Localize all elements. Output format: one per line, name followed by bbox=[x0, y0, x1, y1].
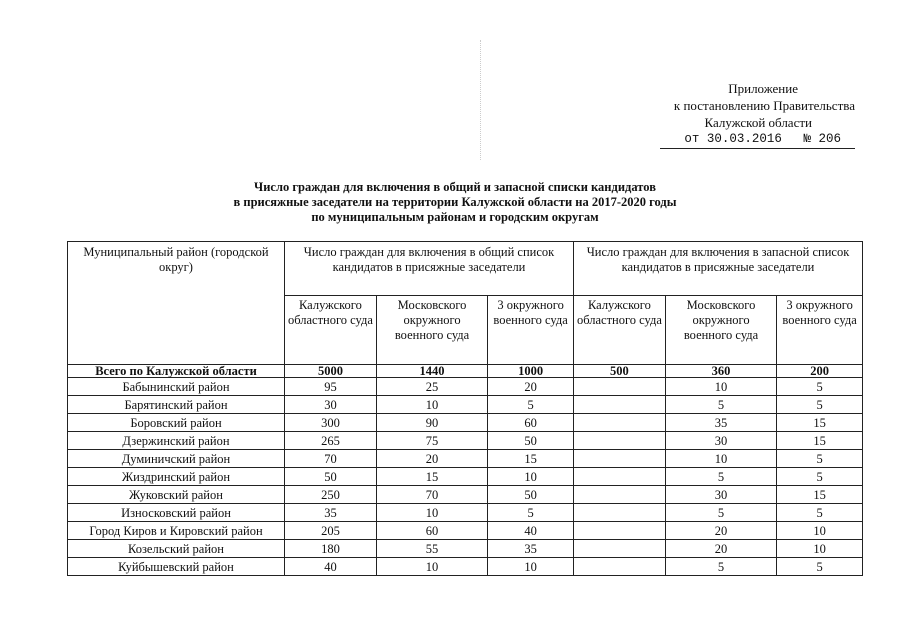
district-name: Жиздринский район bbox=[68, 468, 285, 486]
table-row bbox=[68, 396, 863, 414]
total-cell: 1440 bbox=[376, 365, 487, 378]
value-cell: 40 bbox=[488, 522, 574, 540]
district-name: Козельский район bbox=[68, 540, 285, 558]
value-cell: 300 bbox=[285, 414, 377, 432]
value-cell: 5 bbox=[488, 504, 574, 522]
value-cell: 35 bbox=[665, 414, 776, 432]
table-row bbox=[68, 378, 863, 396]
value-cell: 20 bbox=[665, 522, 776, 540]
date-prefix: от bbox=[684, 132, 700, 146]
number-prefix: № bbox=[803, 132, 811, 146]
value-cell: 205 bbox=[285, 522, 377, 540]
value-cell: 95 bbox=[285, 378, 377, 396]
value-cell bbox=[573, 378, 665, 396]
district-name: Думиничский район bbox=[68, 450, 285, 468]
district-name: Дзержинский район bbox=[68, 432, 285, 450]
resolution-date: 30.03.2016 bbox=[706, 132, 782, 146]
value-cell: 5 bbox=[665, 468, 776, 486]
value-cell: 20 bbox=[488, 378, 574, 396]
value-cell: 5 bbox=[777, 558, 863, 576]
appendix-region: Калужской области bbox=[704, 115, 812, 130]
value-cell: 5 bbox=[488, 396, 574, 414]
table-row bbox=[68, 414, 863, 432]
value-cell: 60 bbox=[488, 414, 574, 432]
table-row bbox=[68, 450, 863, 468]
total-cell: 360 bbox=[665, 365, 776, 378]
district-name: Бабынинский район bbox=[68, 378, 285, 396]
value-cell: 55 bbox=[376, 540, 487, 558]
header-general-third: 3 окружного военного суда bbox=[488, 296, 574, 365]
table-body bbox=[68, 365, 863, 576]
value-cell: 180 bbox=[285, 540, 377, 558]
value-cell bbox=[573, 522, 665, 540]
value-cell: 5 bbox=[777, 378, 863, 396]
value-cell: 265 bbox=[285, 432, 377, 450]
district-name: Город Киров и Кировский район bbox=[68, 522, 285, 540]
value-cell: 250 bbox=[285, 486, 377, 504]
value-cell: 5 bbox=[777, 450, 863, 468]
value-cell: 5 bbox=[665, 396, 776, 414]
value-cell: 10 bbox=[488, 468, 574, 486]
value-cell: 5 bbox=[777, 468, 863, 486]
table-row bbox=[68, 468, 863, 486]
value-cell: 5 bbox=[665, 504, 776, 522]
header-reserve-list: Число граждан для включения в запасной список кандидатов в присяжные заседатели bbox=[573, 242, 862, 296]
value-cell: 10 bbox=[777, 522, 863, 540]
district-name: Куйбышевский район bbox=[68, 558, 285, 576]
table-row bbox=[68, 486, 863, 504]
value-cell: 10 bbox=[488, 558, 574, 576]
value-cell bbox=[573, 558, 665, 576]
value-cell: 50 bbox=[285, 468, 377, 486]
value-cell: 60 bbox=[376, 522, 487, 540]
total-cell: 500 bbox=[573, 365, 665, 378]
value-cell bbox=[573, 504, 665, 522]
table-row bbox=[68, 522, 863, 540]
value-cell: 10 bbox=[376, 558, 487, 576]
value-cell: 10 bbox=[665, 378, 776, 396]
value-cell: 40 bbox=[285, 558, 377, 576]
value-cell: 25 bbox=[376, 378, 487, 396]
value-cell bbox=[573, 414, 665, 432]
value-cell: 10 bbox=[376, 396, 487, 414]
value-cell: 5 bbox=[777, 396, 863, 414]
appendix-dateline bbox=[660, 131, 855, 149]
value-cell: 20 bbox=[376, 450, 487, 468]
district-name: Износковский район bbox=[68, 504, 285, 522]
value-cell: 70 bbox=[285, 450, 377, 468]
value-cell: 90 bbox=[376, 414, 487, 432]
candidates-table bbox=[67, 241, 863, 576]
title-line-3: по муниципальным районам и городским округам bbox=[311, 210, 599, 224]
header-reserve-third: 3 окружного военного суда bbox=[777, 296, 863, 365]
value-cell: 10 bbox=[665, 450, 776, 468]
appendix-header bbox=[660, 80, 855, 149]
value-cell: 30 bbox=[665, 486, 776, 504]
value-cell: 50 bbox=[488, 432, 574, 450]
value-cell: 15 bbox=[777, 432, 863, 450]
value-cell: 30 bbox=[665, 432, 776, 450]
value-cell bbox=[573, 432, 665, 450]
appendix-label: Приложение bbox=[728, 81, 798, 96]
value-cell: 15 bbox=[376, 468, 487, 486]
value-cell: 5 bbox=[777, 504, 863, 522]
value-cell: 35 bbox=[488, 540, 574, 558]
resolution-number: 206 bbox=[818, 132, 841, 146]
table-row bbox=[68, 540, 863, 558]
total-row bbox=[68, 365, 863, 378]
value-cell: 30 bbox=[285, 396, 377, 414]
header-general-list: Число граждан для включения в общий список кандидатов в присяжные заседатели bbox=[285, 242, 574, 296]
district-name: Жуковский район bbox=[68, 486, 285, 504]
table-row bbox=[68, 558, 863, 576]
title-line-2: в присяжные заседатели на территории Калужской области на 2017-2020 годы bbox=[233, 195, 677, 209]
value-cell: 10 bbox=[777, 540, 863, 558]
appendix-resolution: к постановлению Правительства bbox=[673, 98, 855, 113]
total-cell: 200 bbox=[777, 365, 863, 378]
value-cell bbox=[573, 540, 665, 558]
table-row bbox=[68, 504, 863, 522]
value-cell: 15 bbox=[777, 414, 863, 432]
value-cell bbox=[573, 396, 665, 414]
header-reserve-moscow: Московского окружного военного суда bbox=[665, 296, 776, 365]
value-cell: 15 bbox=[777, 486, 863, 504]
value-cell bbox=[573, 450, 665, 468]
header-reserve-regional: Калужского областного суда bbox=[573, 296, 665, 365]
value-cell: 15 bbox=[488, 450, 574, 468]
document-title bbox=[205, 180, 705, 225]
header-general-moscow: Московского окружного военного суда bbox=[376, 296, 487, 365]
value-cell: 5 bbox=[665, 558, 776, 576]
value-cell: 50 bbox=[488, 486, 574, 504]
value-cell: 35 bbox=[285, 504, 377, 522]
district-name: Барятинский район bbox=[68, 396, 285, 414]
total-label: Всего по Калужской области bbox=[68, 365, 285, 378]
value-cell: 70 bbox=[376, 486, 487, 504]
fold-mark bbox=[480, 40, 482, 160]
value-cell: 10 bbox=[376, 504, 487, 522]
district-name: Боровский район bbox=[68, 414, 285, 432]
value-cell: 20 bbox=[665, 540, 776, 558]
header-district: Муниципальный район (городской округ) bbox=[68, 242, 285, 365]
value-cell bbox=[573, 468, 665, 486]
value-cell bbox=[573, 486, 665, 504]
header-general-regional: Калужского областного суда bbox=[285, 296, 377, 365]
total-cell: 5000 bbox=[285, 365, 377, 378]
title-line-1: Число граждан для включения в общий и запасной списки кандидатов bbox=[254, 180, 656, 194]
value-cell: 75 bbox=[376, 432, 487, 450]
table-row bbox=[68, 432, 863, 450]
total-cell: 1000 bbox=[488, 365, 574, 378]
